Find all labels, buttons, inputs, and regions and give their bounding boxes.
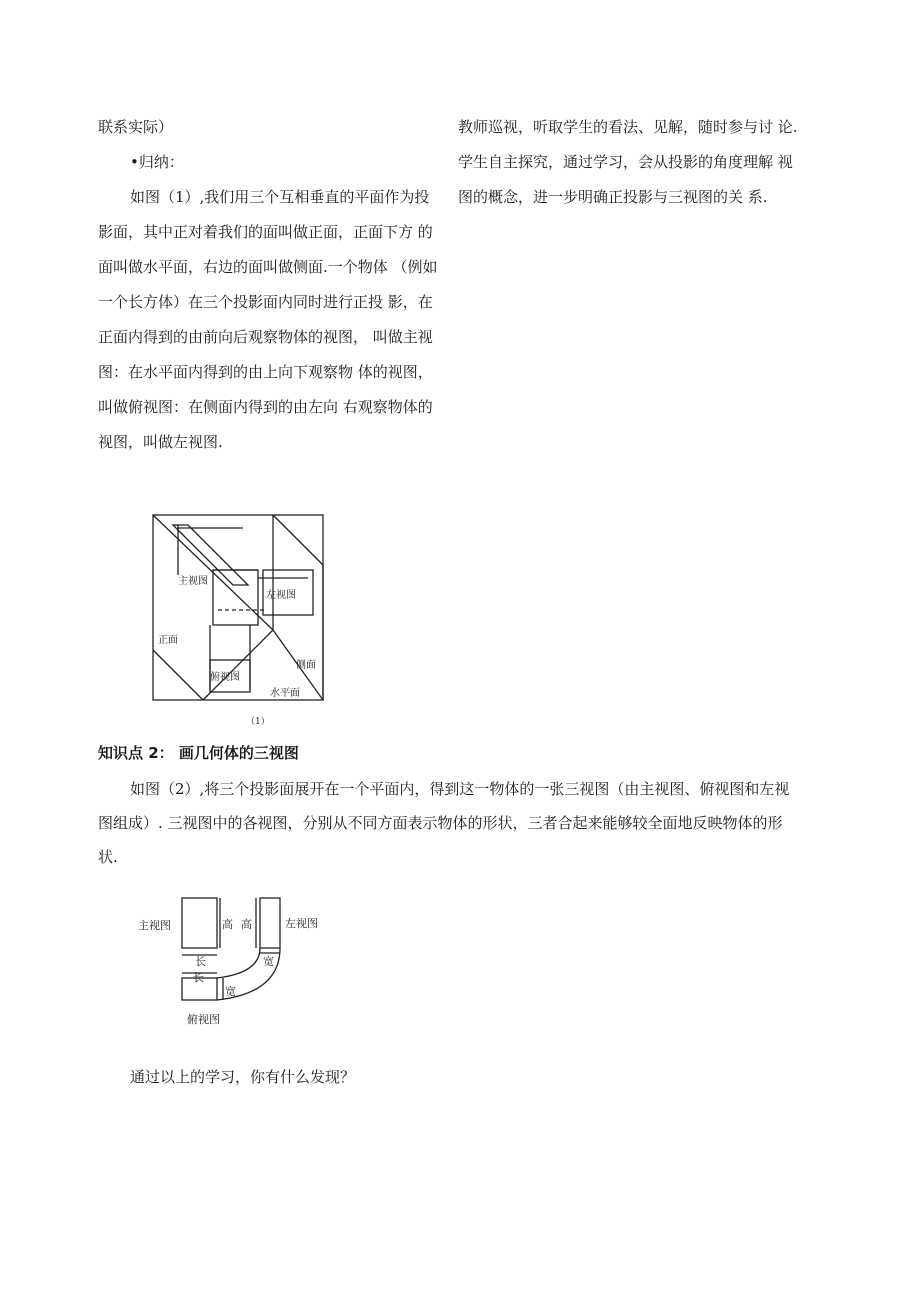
summary-line-1: 如图（1）,我们用三个互相垂直的平面作为投: [130, 188, 430, 206]
section-2-heading: 知识点 2： 画几何体的三视图: [98, 744, 299, 762]
fig1-side-face-label: 侧面: [296, 660, 316, 671]
section-2-paragraph: [98, 772, 818, 874]
section-2-line-1: 如图（2）,将三个投影面展开在一个平面内，得到这一物体的一张三视图（由主视图、俯视图和左视: [130, 780, 790, 798]
fig2-main-view-label: 主视图: [138, 919, 171, 932]
section-2-line-3: 状.: [98, 848, 118, 866]
summary-line-3: 面叫做水平面，右边的面叫做侧面.一个物体 （例如: [98, 258, 438, 276]
fig2-top-view-label: 俯视图: [187, 1013, 220, 1026]
fig2-height-label-2: 高: [241, 918, 252, 931]
summary-line-4: 一个长方体）在三个投影面内同时进行正投 影，在: [98, 293, 433, 311]
discovery-question: 通过以上的学习，你有什么发现？: [130, 1068, 356, 1086]
figure-1-projection-planes: [148, 510, 338, 730]
student-activity-line-1: 学生自主探究，通过学习，会从投影的角度理解 视: [458, 153, 793, 171]
left-column: [98, 110, 450, 460]
summary-line-2: 影面，其中正对着我们的面叫做正面，正面下方 的: [98, 223, 433, 241]
figure-2-three-views: [135, 893, 325, 1028]
fig1-horizontal-face-label: 水平面: [270, 688, 300, 699]
left-view-rect: [260, 898, 280, 948]
fig1-front-face-label: 正面: [158, 635, 178, 646]
right-column: [458, 110, 820, 215]
fig2-height-label-1: 高: [222, 918, 233, 931]
main-view-rect: [182, 898, 217, 948]
summary-label: •归纳：: [130, 153, 184, 171]
fig2-width-label-1: 宽: [263, 955, 274, 968]
fig1-left-view-label: 左视图: [266, 590, 296, 601]
summary-line-7: 叫做俯视图：在侧面内得到的由左向 右观察物体的: [98, 398, 433, 416]
summary-line-6: 图：在水平面内得到的由上向下观察物 体的视图，: [98, 363, 433, 381]
summary-line-5: 正面内得到的由前向后观察物体的视图， 叫做主视: [98, 328, 433, 346]
fig1-main-view-label: 主视图: [178, 576, 208, 587]
summary-line-8: 视图，叫做左视图.: [98, 433, 223, 451]
fig1-top-view-label: 俯视图: [210, 672, 240, 683]
fig2-left-view-label: 左视图: [285, 917, 318, 930]
left-line-1: 联系实际）: [98, 118, 174, 136]
fig1-caption: （1）: [246, 717, 270, 727]
teacher-activity-line: 教师巡视，听取学生的看法、见解，随时参与讨 论.: [458, 118, 798, 136]
fig2-length-label-2: 长: [193, 971, 204, 984]
connection-arc-outer: [217, 948, 260, 978]
student-activity-line-2: 图的概念，进一步明确正投影与三视图的关 系.: [458, 188, 768, 206]
fig2-length-label-1: 长: [195, 955, 206, 968]
fig2-width-label-2: 宽: [225, 985, 236, 998]
section-2-line-2: 图组成）. 三视图中的各视图，分别从不同方面表示物体的形状，三者合起来能够较全面地反映物体的形: [98, 814, 783, 832]
